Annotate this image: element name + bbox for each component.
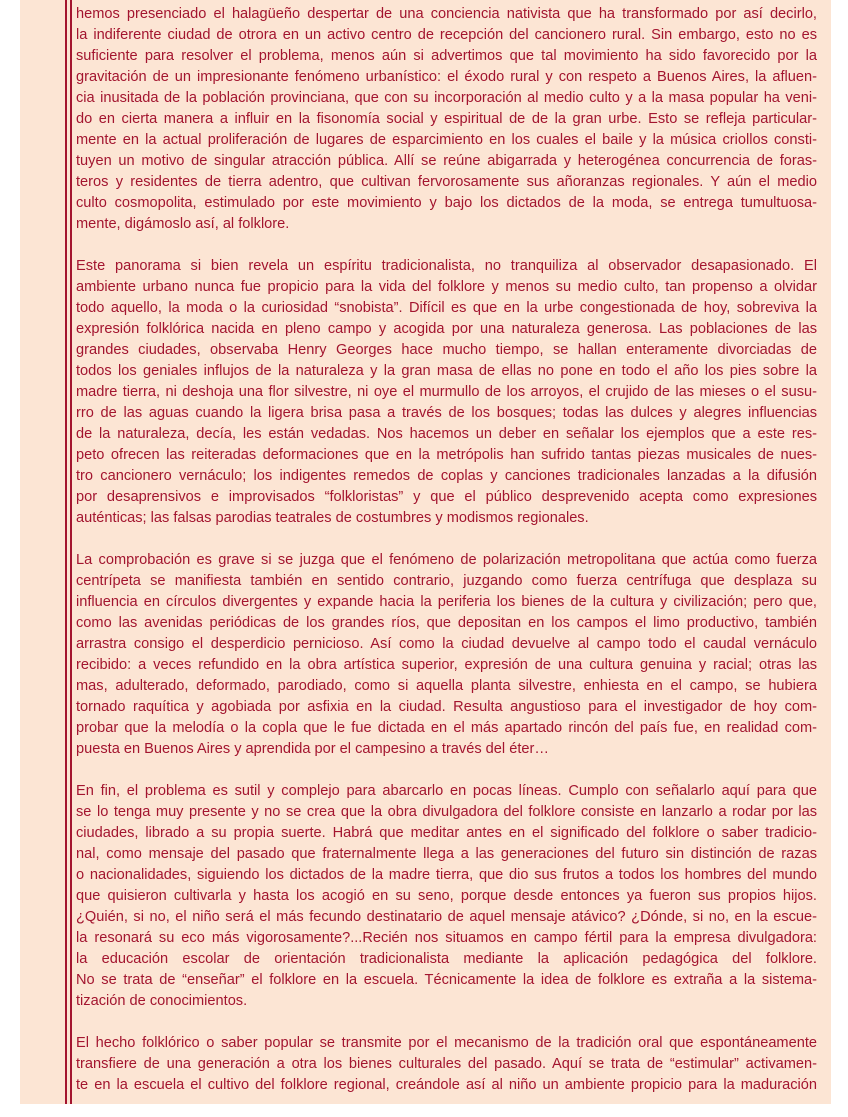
text-line: Este panorama si bien revela un espíritu tradicionalista, no tranquiliza al observador desapasionado. El: [76, 258, 817, 274]
text-line: la educación escolar de orientación tradicionalista mediante la aplicación pedagógica del folklore.: [76, 951, 817, 967]
text-line: grandes ciudades, observaba Henry Georges hace mucho tiempo, se hallan enteramente divorciadas de: [76, 342, 817, 358]
text-line: teros y residentes de tierra adentro, que cultivan fervorosamente sus añoranzas regionales. Y aún el medio: [76, 174, 817, 190]
text-line: suficiente para resolver el problema, menos aún si advertimos que tal movimiento ha sido favorecido por la: [76, 48, 817, 64]
text-line: mente en la actual proliferación de lugares de esparcimiento en los cuales el baile y la música criollos consti-: [76, 132, 817, 148]
text-line: probar que la melodía o la copla que le fue dictada en el más apartado rincón del país fue, en realidad com-: [76, 720, 817, 736]
text-line: El hecho folklórico o saber popular se transmite por el mecanismo de la tradición oral que espontáneamente: [76, 1035, 817, 1051]
text-line: do en cierta manera a influir en la fisonomía social y espiritual de de la gran urbe. Esto se refleja particular-: [76, 111, 817, 127]
text-line: como las avenidas periódicas de los grandes ríos, que depositan en los campos el limo productivo, también: [76, 615, 817, 631]
text-line: puesta en Buenos Aires y aprendida por el campesino a través del éter…: [76, 741, 549, 757]
paragraph: [76, 1033, 817, 1096]
text-line: todos los geniales influjos de la naturaleza y la gran masa de ellas no pone en todo el año los pies sobre la: [76, 363, 817, 379]
text-line: o nacionalidades, siguiendo los dictados de la madre tierra, que dio sus frutos a todos los hombres del mundo: [76, 867, 817, 883]
text-line: peto ofrecen las reiteradas deformaciones que en la metrópolis han sufrido tantas piezas musicales de nues-: [76, 447, 817, 463]
paragraph: [76, 4, 817, 235]
text-line: arrastra consigo el desperdicio pernicioso. Así como la ciudad devuelve al campo todo el caudal vernáculo: [76, 636, 817, 652]
margin-rule-inner: [70, 0, 72, 1104]
body-text: [76, 4, 817, 1117]
text-line: ciudades, librado a su propia suerte. Habrá que meditar antes en el significado del folklore o saber tradicio-: [76, 825, 817, 841]
text-line: cia inusitada de la población provinciana, que con su incorporación al medio culto y a la masa popular ha veni-: [76, 90, 817, 106]
text-line: madre tierra, ni deshoja una flor silvestre, ni oye el murmullo de los arroyos, el crujido de las mieses o el susu-: [76, 384, 817, 400]
text-line: tización de conocimientos.: [76, 993, 248, 1009]
text-line: ambiente urbano nunca fue propicio para la vida del folklore y menos su medio culto, tan propenso a olvidar: [76, 279, 817, 295]
text-line: tornado raquítica y agobiada por asfixia en la ciudad. Resulta angustioso para el investigador de hoy com-: [76, 699, 817, 715]
text-line: recibido: a veces refundido en la obra artística superior, expresión de una cultura genuina y racial; otras las: [76, 657, 817, 673]
text-line: de la naturaleza, decía, les están vedadas. Nos hacemos un deber en señalar los ejemplos que a este res-: [76, 426, 817, 442]
text-line: En fin, el problema es sutil y complejo para abarcarlo en pocas líneas. Cumplo con señalarlo aquí para que: [76, 783, 817, 799]
text-line: nal, como mensaje del pasado que fraternalmente llega a las generaciones del futuro sin distinción de razas: [76, 846, 817, 862]
paragraph: [76, 256, 817, 529]
text-line: hemos presenciado el halagüeño despertar de una conciencia nativista que ha transformado por así decirlo,: [76, 6, 817, 22]
text-line: No se trata de “enseñar” el folklore en la escuela. Técnicamente la idea de folklore es extraña a la sistema-: [76, 972, 817, 988]
text-line: tuyen un motivo de singular atracción pública. Allí se reúne abigarrada y heterogénea concurrencia de foras-: [76, 153, 817, 169]
text-line: se lo tenga muy presente y no se crea que la obra divulgadora del folklore consiste en lanzarlo a rodar por las: [76, 804, 817, 820]
text-line: culto cosmopolita, estimulado por este movimiento y bajo los dictados de la moda, se entrega tumultuosa-: [76, 195, 817, 211]
text-line: mente, digámoslo así, al folklore.: [76, 216, 290, 232]
paragraph: [76, 781, 817, 1012]
paragraph: [76, 550, 817, 760]
margin-rule-outer: [65, 0, 67, 1104]
page: [20, 0, 831, 1104]
text-line: rro de las aguas cuando la ligera brisa pasa a través de los bosques; todas las dulces y alegres influencias: [76, 405, 817, 421]
text-line: que quisieron cultivarla y hasta los acogió en su seno, porque desde entonces ya fueron sus propios hijos.: [76, 888, 817, 904]
text-line: la resonará su eco más vigorosamente?...Recién nos situamos en campo fértil para la empresa divulgadora:: [76, 930, 817, 946]
text-line: todo aquello, la moda o la curiosidad “snobista”. Difícil es que en la urbe congestionada de hoy, sobreviva la: [76, 300, 817, 316]
text-line: mas, adulterado, deformado, parodiado, como si aquella planta silvestre, enhiesta en el campo, se hubiera: [76, 678, 817, 694]
text-line: la indiferente ciudad de otrora en un activo centro de recepción del cancionero rural. Sin embargo, esto no es: [76, 27, 817, 43]
text-line: ¿Quién, si no, el niño será el más fecundo destinatario de aquel mensaje atávico? ¿Dónde, si no, en la escue-: [76, 909, 817, 925]
text-line: gravitación de un impresionante fenómeno urbanístico: el éxodo rural y con respeto a Buenos Aires, la afluen-: [76, 69, 817, 85]
text-line: auténticas; las falsas parodias teatrales de costumbres y modismos regionales.: [76, 510, 589, 526]
text-line: La comprobación es grave si se juzga que el fenómeno de polarización metropolitana que actúa como fuerza: [76, 552, 817, 568]
text-line: por desaprensivos e improvisados “folkloristas” y que el público desprevenido acepta como expresiones: [76, 489, 817, 505]
text-line: centrípeta se manifiesta también en sentido contrario, juzgando como fuerza centrífuga que desplaza su: [76, 573, 817, 589]
text-line: te en la escuela el cultivo del folklore regional, creándole así al niño un ambiente propicio para la maduración: [76, 1077, 817, 1093]
text-line: expresión folklórica nacida en pleno campo y acogida por una naturaleza generosa. Las poblaciones de las: [76, 321, 817, 337]
text-line: transfiere de una generación a otra los bienes culturales del pasado. Aquí se trata de “estimular” activamen-: [76, 1056, 817, 1072]
text-line: influencia en círculos divergentes y expande hacia la periferia los bienes de la cultura y civilización; pero que,: [76, 594, 817, 610]
text-line: tro cancionero vernáculo; los indigentes remedos de coplas y canciones tradicionales lanzadas a la difusión: [76, 468, 817, 484]
